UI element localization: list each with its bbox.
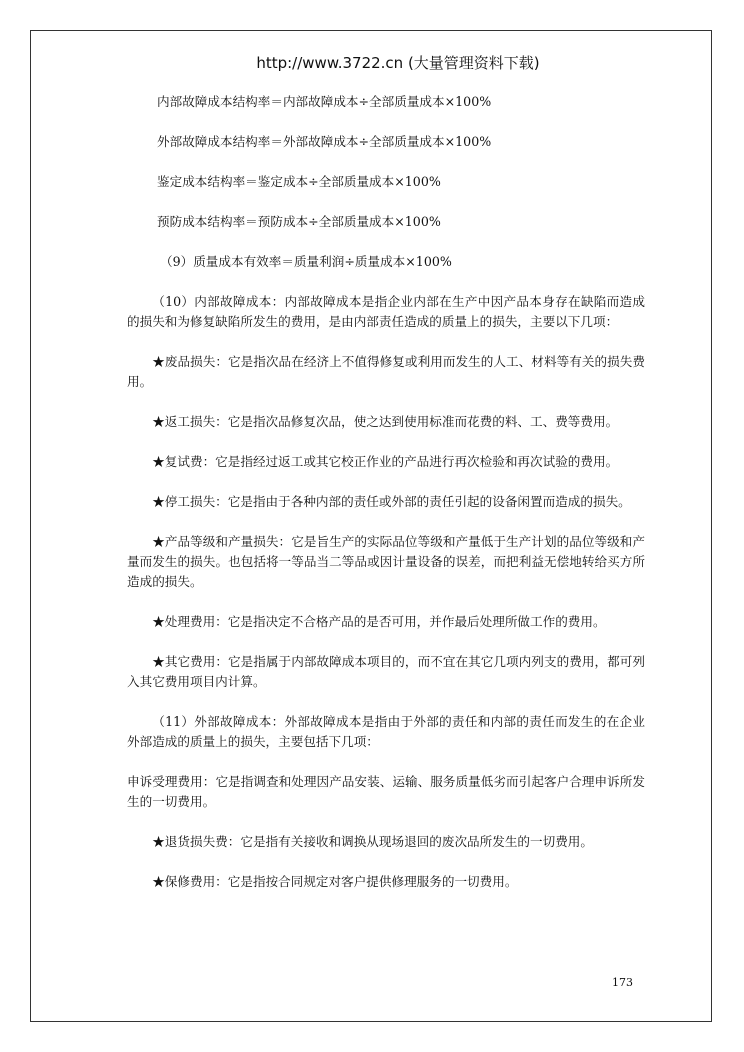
document-body (127, 92, 645, 892)
paragraph-rework-loss: ★返工损失：它是指次品修复次品，使之达到使用标准而花费的料、工、费等费用。 (152, 414, 619, 429)
paragraph-scrap-loss: ★废品损失：它是指次品在经济上不值得修复或利用而发生的人工、材料等有关的损失费用。 (127, 354, 645, 389)
page-number: 173 (612, 976, 633, 989)
paragraph-retest-cost: ★复试费：它是指经过返工或其它校正作业的产品进行再次检验和再次试验的费用。 (152, 454, 619, 469)
paragraph-external-failure-cost: （11）外部故障成本：外部故障成本是指由于外部的责任和内部的责任而发生的在企业外部造成的质量上的损失，主要包括下几项： (127, 714, 645, 749)
paragraph-warranty-cost: ★保修费用：它是指按合同规定对客户提供修理服务的一切费用。 (152, 874, 518, 889)
formula-quality-cost-efficiency: （9）质量成本有效率＝质量利润÷质量成本×100% (160, 254, 452, 269)
formula-internal-failure-ratio: 内部故障成本结构率＝内部故障成本÷全部质量成本×100% (157, 94, 492, 109)
paragraph-other-cost: ★其它费用：它是指属于内部故障成本项目的，而不宜在其它几项内列支的费用，都可列入其它费用项目内计算。 (127, 654, 645, 689)
formula-appraisal-ratio: 鉴定成本结构率＝鉴定成本÷全部质量成本×100% (157, 174, 441, 189)
formula-external-failure-ratio: 外部故障成本结构率＝外部故障成本÷全部质量成本×100% (157, 134, 492, 149)
formula-prevention-ratio: 预防成本结构率＝预防成本÷全部质量成本×100% (157, 214, 441, 229)
page-header-url: http://www.3722.cn (大量管理资料下载) (256, 54, 540, 72)
paragraph-return-loss: ★退货损失费：它是指有关接收和调换从现场退回的废次品所发生的一切费用。 (152, 834, 593, 849)
paragraph-grade-output-loss: ★产品等级和产量损失：它是旨生产的实际品位等级和产量低于生产计划的品位等级和产量而发生的损失。也包括将一等品当二等品或因计量设备的误差，而把利益无偿地转给买方所造成的损失。 (127, 534, 645, 589)
paragraph-disposal-cost: ★处理费用：它是指决定不合格产品的是否可用，并作最后处理所做工作的费用。 (152, 614, 606, 629)
paragraph-internal-failure-cost: （10）内部故障成本：内部故障成本是指企业内部在生产中因产品本身存在缺陷而造成的损失和为修复缺陷所发生的费用，是由内部责任造成的质量上的损失，主要以下几项： (127, 294, 645, 329)
paragraph-downtime-loss: ★停工损失：它是指由于各种内部的责任或外部的责任引起的设备闲置而造成的损失。 (152, 494, 631, 509)
paragraph-complaint-handling-cost: 申诉受理费用：它是指调查和处理因产品安装、运输、服务质量低劣而引起客户合理申诉所发生的一切费用。 (127, 774, 645, 809)
